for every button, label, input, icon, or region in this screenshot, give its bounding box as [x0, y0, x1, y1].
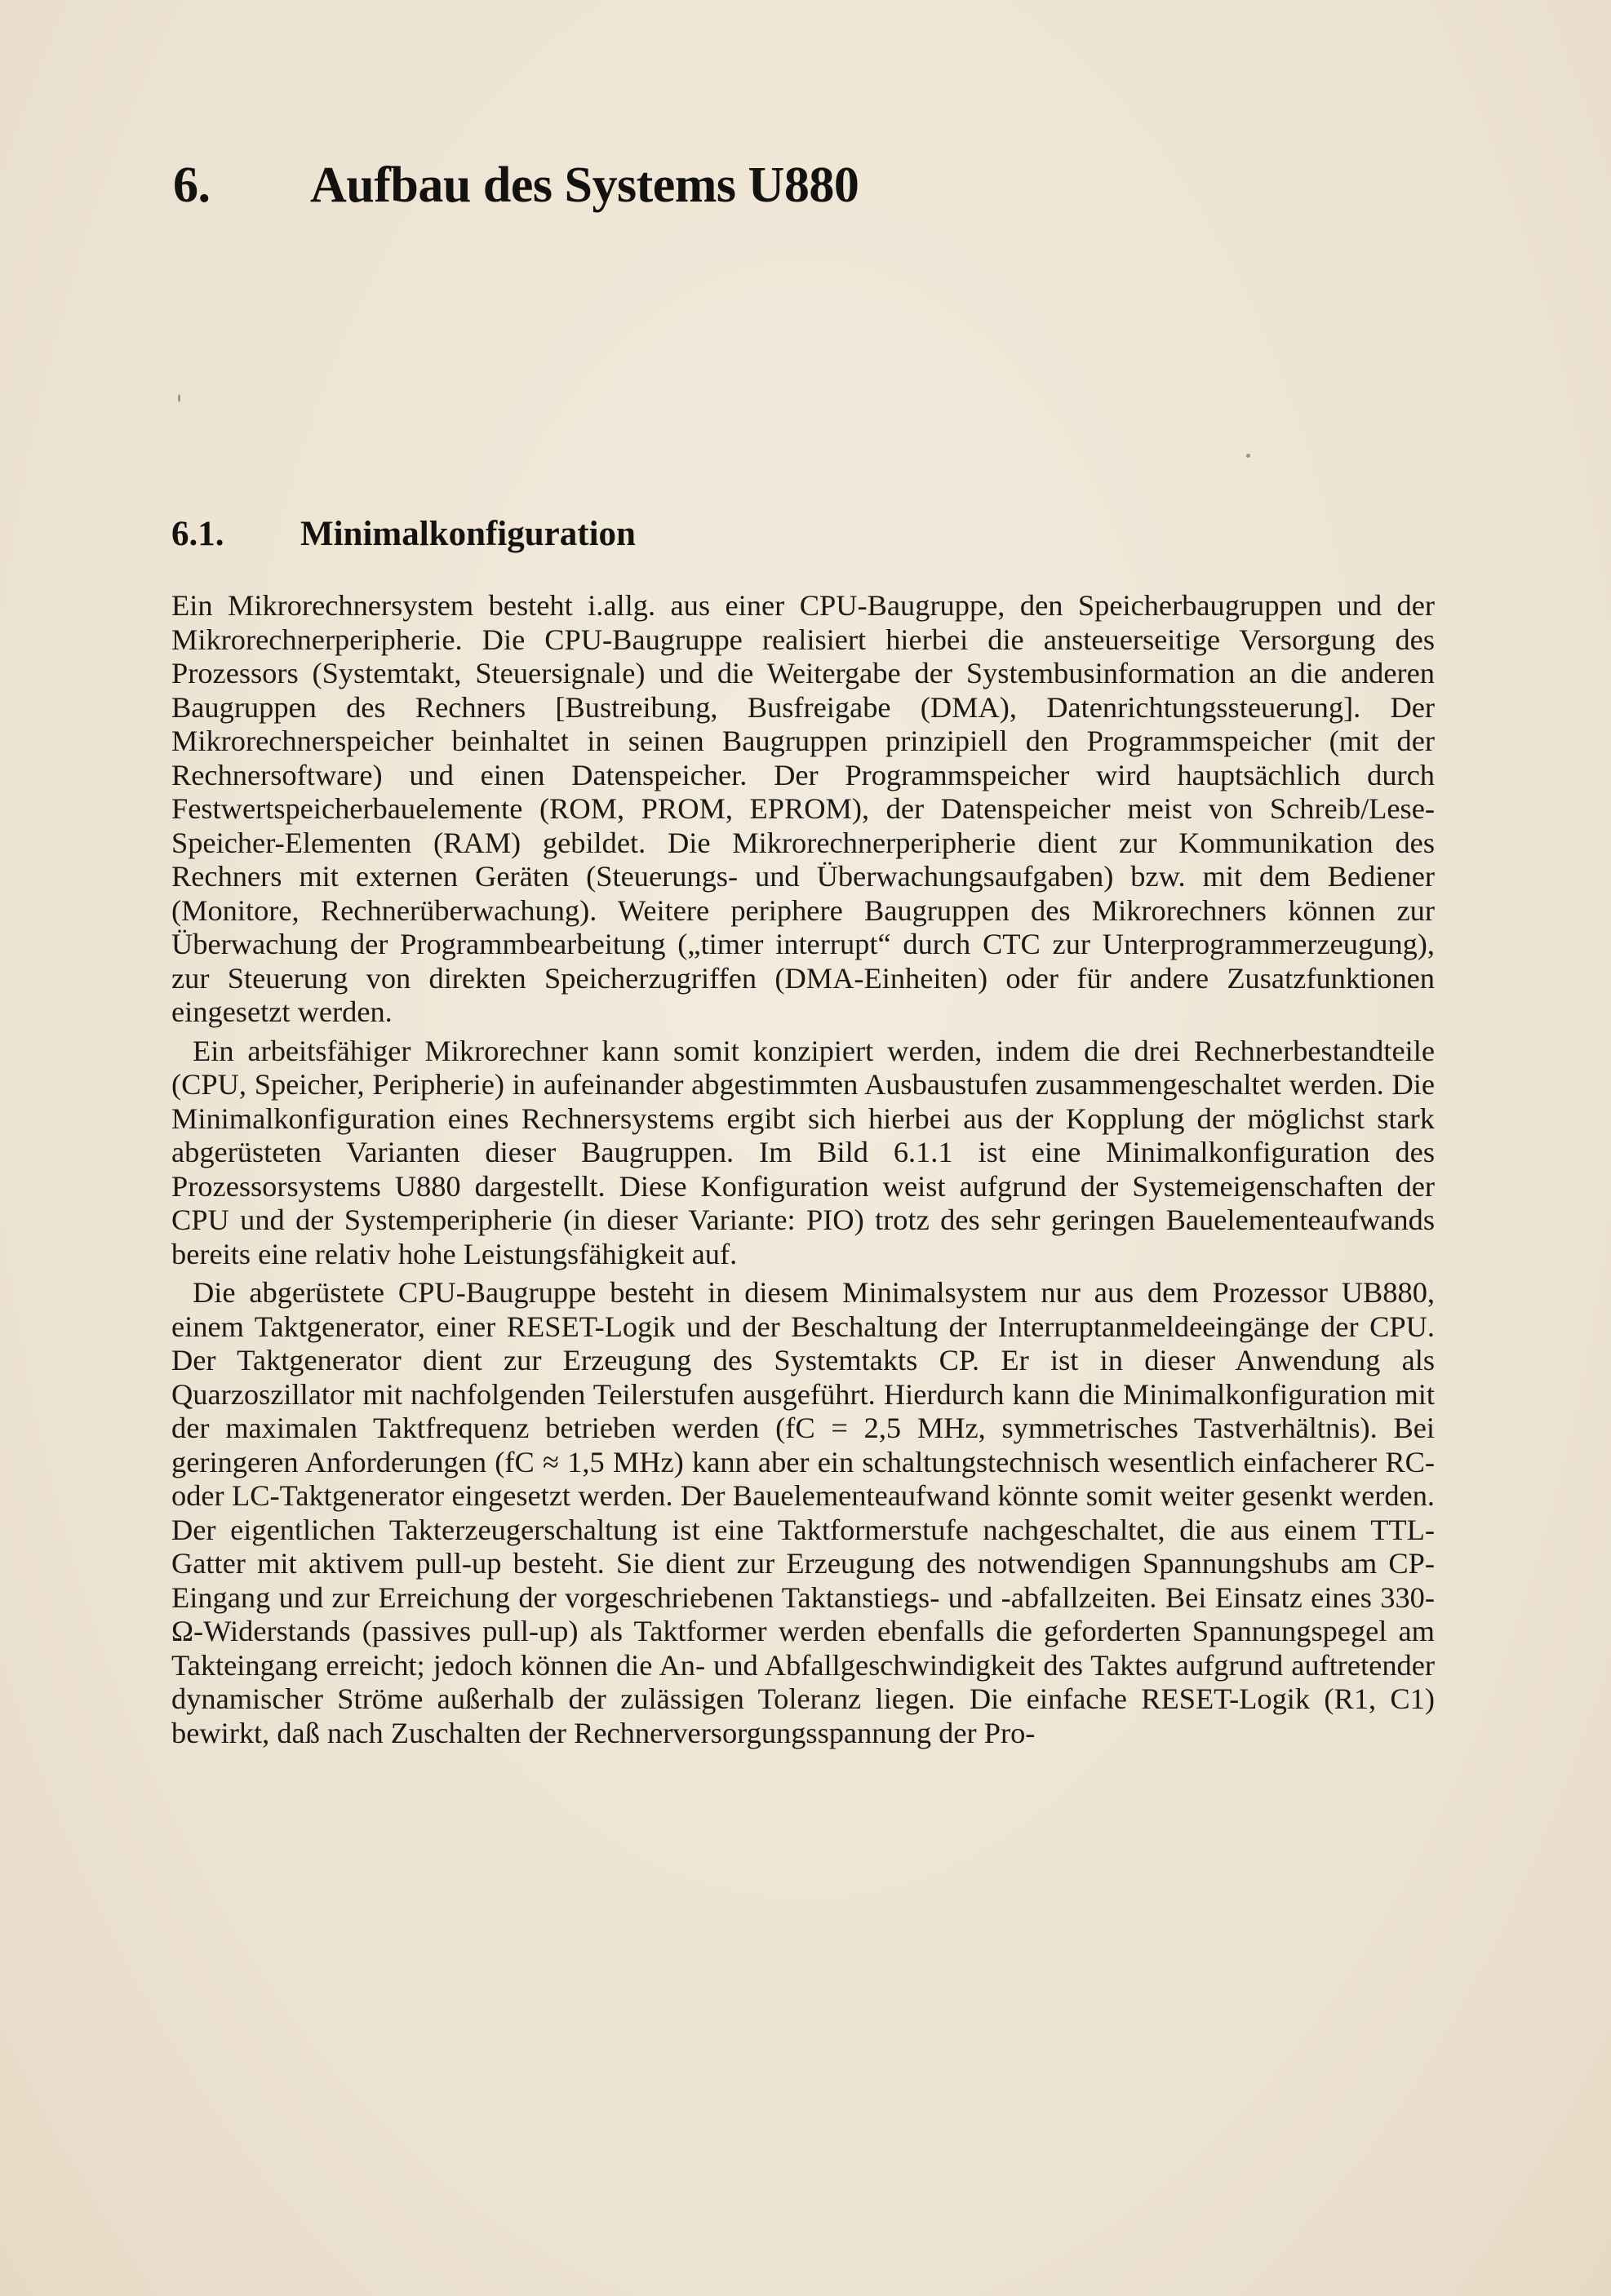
- chapter-title: Aufbau des Systems U880: [310, 157, 859, 213]
- body-text: [171, 589, 1435, 1755]
- paragraph: Ein Mikrorechnersystem besteht i.allg. aus einer CPU-Baugruppe, den Speicherbaugruppen und der Mikrorechnerperipherie. Die CPU-Baugruppe realisiert hierbei die ansteuerseitige Versorgung des Prozessors (Systemtakt, Steuersignale) und die Weitergabe der Systembusinformation an die anderen Baugruppen des Rechners [Bustreibung, Busfreigabe (DMA), Datenrichtungssteuerung]. Der Mikrorechnerspeicher beinhaltet in seinen Baugruppen prinzipiell den Programmspeicher (mit der Rechnersoftware) und einen Datenspeicher. Der Programmspeicher wird hauptsächlich durch Festwertspeicherbauelemente (ROM, PROM, EPROM), der Datenspeicher meist von Schreib/Lese-Speicher-Elementen (RAM) gebildet. Die Mikrorechnerperipherie dient zur Kommunikation des Rechners mit externen Geräten (Steuerungs- und Überwachungsaufgaben) bzw. mit dem Bediener (Monitore, Rechnerüberwachung). Weitere periphere Baugruppen des Mikrorechners können zur Überwachung der Programmbearbeitung („timer interrupt“ durch CTC zur Unterprogrammerzeugung), zur Steuerung von direkten Speicherzugriffen (DMA-Einheiten) oder für andere Zusatzfunktionen eingesetzt werden.: [171, 589, 1435, 1028]
- section-title: Minimalkonfiguration: [300, 515, 636, 553]
- paragraph: Die abgerüstete CPU-Baugruppe besteht in diesem Minimalsystem nur aus dem Prozessor UB880, einem Taktgenerator, einer RESET-Logik und der Beschaltung der Interruptanmeldeeingänge der CPU. Der Taktgenerator dient zur Erzeugung des Systemtakts CP. Er ist in dieser Anwendung als Quarzoszillator mit nachfolgenden Teilerstufen ausgeführt. Hierdurch kann die Minimalkonfiguration mit der maximalen Taktfrequenz betrieben werden (fC = 2,5 MHz, symmetrisches Tastverhältnis). Bei geringeren Anforderungen (fC ≈ 1,5 MHz) kann aber ein schaltungstechnisch wesentlich einfacherer RC- oder LC-Taktgenerator eingesetzt werden. Der Bauelementeaufwand könnte somit weiter gesenkt werden. Der eigentlichen Takterzeugerschaltung ist eine Taktformerstufe nachgeschaltet, die aus einem TTL-Gatter mit aktivem pull-up besteht. Sie dient zur Erzeugung des notwendigen Spannungshubs am CP-Eingang und zur Erreichung der vorgeschriebenen Taktanstiegs- und -abfallzeiten. Bei Einsatz eines 330-Ω-Widerstands (passives pull-up) als Taktformer werden ebenfalls die geforderten Spannungspegel am Takteingang erreicht; jedoch können die An- und Abfallgeschwindigkeit des Taktes aufgrund auftretender dynamischer Ströme außerhalb der zulässigen Toleranz liegen. Die einfache RESET-Logik (R1, C1) bewirkt, daß nach Zuschalten der Rechnerversorgungsspannung der Pro-: [171, 1276, 1435, 1749]
- section-number: 6.1.: [171, 515, 224, 553]
- chapter-heading: [173, 157, 859, 215]
- paper-speck: [1246, 454, 1250, 458]
- paper-speck: [178, 394, 180, 402]
- section-heading: [171, 514, 636, 554]
- chapter-number: 6.: [173, 157, 211, 213]
- paragraph: Ein arbeitsfähiger Mikrorechner kann somit konzipiert werden, indem die drei Rechnerbestandteile (CPU, Speicher, Peripherie) in aufeinander abgestimmten Ausbaustufen zusammengeschaltet werden. Die Minimalkonfiguration eines Rechnersystems ergibt sich hierbei aus der Kopplung der möglichst stark abgerüsteten Varianten dieser Baugruppen. Im Bild 6.1.1 ist eine Minimalkonfiguration des Prozessorsystems U880 dargestellt. Diese Konfiguration weist aufgrund der Systemeigenschaften der CPU und der Systemperipherie (in dieser Variante: PIO) trotz des sehr geringen Bauelementeaufwands bereits eine relativ hohe Leistungsfähigkeit auf.: [171, 1034, 1435, 1270]
